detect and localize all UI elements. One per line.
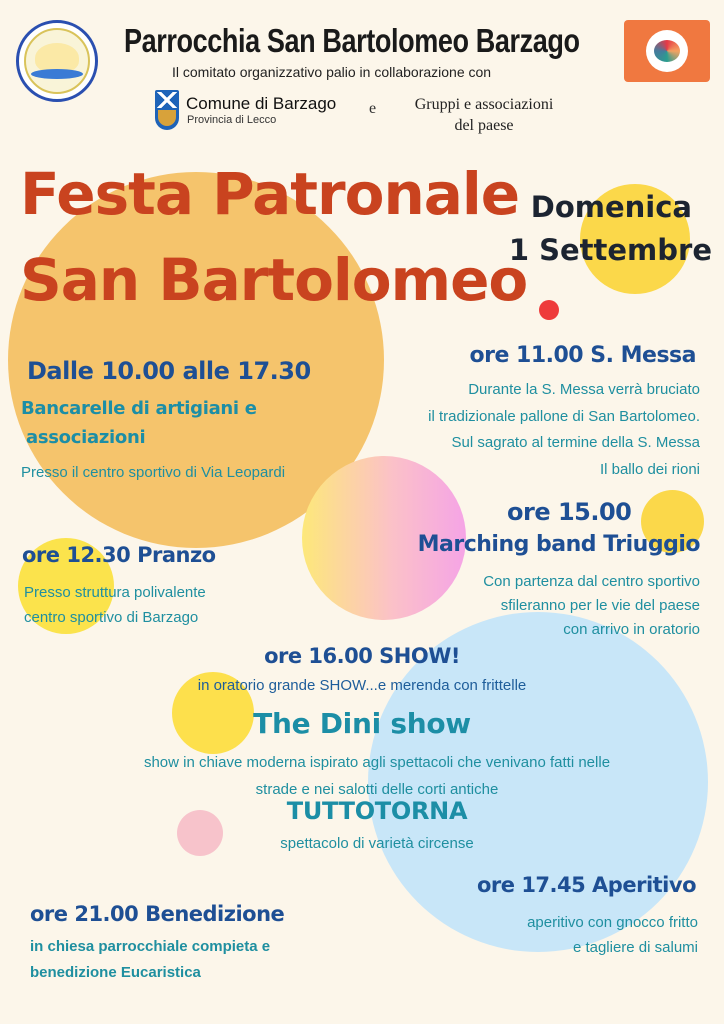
benedizione-desc [30,934,270,986]
hero-title-line-1: Festa Patronale [20,160,520,228]
comunita-pastorale-logo [16,20,98,102]
act1-desc-line: show in chiave moderna ispirato agli spettacoli che venivano fatti nelle [143,754,611,771]
hero-title-line-2: San Bartolomeo [20,246,528,314]
red-dot [539,300,559,320]
pranzo-desc-line: centro sportivo di Barzago [24,609,199,626]
benedizione-desc-line: benedizione Eucaristica [30,964,201,981]
groups-line-1: Gruppi e associazioni [414,96,554,113]
act1-title: The Dini show [253,707,471,740]
groups-label [393,94,575,136]
organizer-subtitle: Il comitato organizzativo palio in collaborazione con [172,64,492,80]
show-title: ore 16.00 SHOW! [264,644,460,668]
show-desc: in oratorio grande SHOW...e merenda con frittelle [197,677,527,694]
band-time: ore 15.00 [507,498,632,526]
fabrizios-boys-logo [624,20,710,82]
morning-title-2: associazioni [26,427,146,448]
act1-desc [0,749,724,803]
messa-title: ore 11.00 S. Messa [469,343,696,368]
band-title: Marching band Triuggio [417,532,700,557]
benedizione-desc-line: in chiesa parrocchiale compieta e [30,938,271,955]
band-desc-line: Con partenza dal centro sportivo [483,573,700,590]
messa-desc-line: Sul sagrato al termine della S. Messa [451,434,700,451]
page-title: Parrocchia San Bartolomeo Barzago [124,22,580,59]
band-desc-line: con arrivo in oratorio [563,621,700,638]
groups-line-2: del paese [454,117,514,134]
pranzo-desc [24,580,206,630]
band-desc-line: sfileranno per le vie del paese [500,597,700,614]
morning-time: Dalle 10.00 alle 17.30 [27,357,311,385]
messa-desc-line: il tradizionale pallone di San Bartolomeo. [428,407,700,425]
aperitivo-desc-line: e tagliere di salumi [572,939,698,956]
conjunction: e [369,100,377,117]
act2-title: TUTTOTORNA [286,797,468,825]
messa-desc [428,377,700,483]
messa-desc-line: Il ballo dei rioni [599,460,700,478]
comune-name: Comune di Barzago [186,94,337,113]
aperitivo-desc [527,910,698,960]
messa-desc-line: Durante la S. Messa verrà bruciato [468,381,700,398]
pranzo-title: ore 12.30 Pranzo [22,543,216,567]
comune-province: Provincia di Lecco [187,114,277,126]
pranzo-desc-line: Presso struttura polivalente [24,584,206,601]
band-desc [483,570,700,642]
benedizione-title: ore 21.00 Benedizione [30,902,285,926]
date-day: Domenica [530,190,692,224]
aperitivo-desc-line: aperitivo con gnocco fritto [527,914,698,931]
act2-desc: spettacolo di varietà circense [280,835,474,852]
date-date: 1 Settembre [508,233,712,267]
morning-desc: Presso il centro sportivo di Via Leopardi [21,464,286,481]
morning-title-1: Bancarelle di artigiani e [21,398,257,419]
act1-desc-line: strade e nei salotti delle corti antiche [255,781,499,798]
comune-shield-icon [155,90,179,130]
aperitivo-title: ore 17.45 Aperitivo [476,873,696,897]
